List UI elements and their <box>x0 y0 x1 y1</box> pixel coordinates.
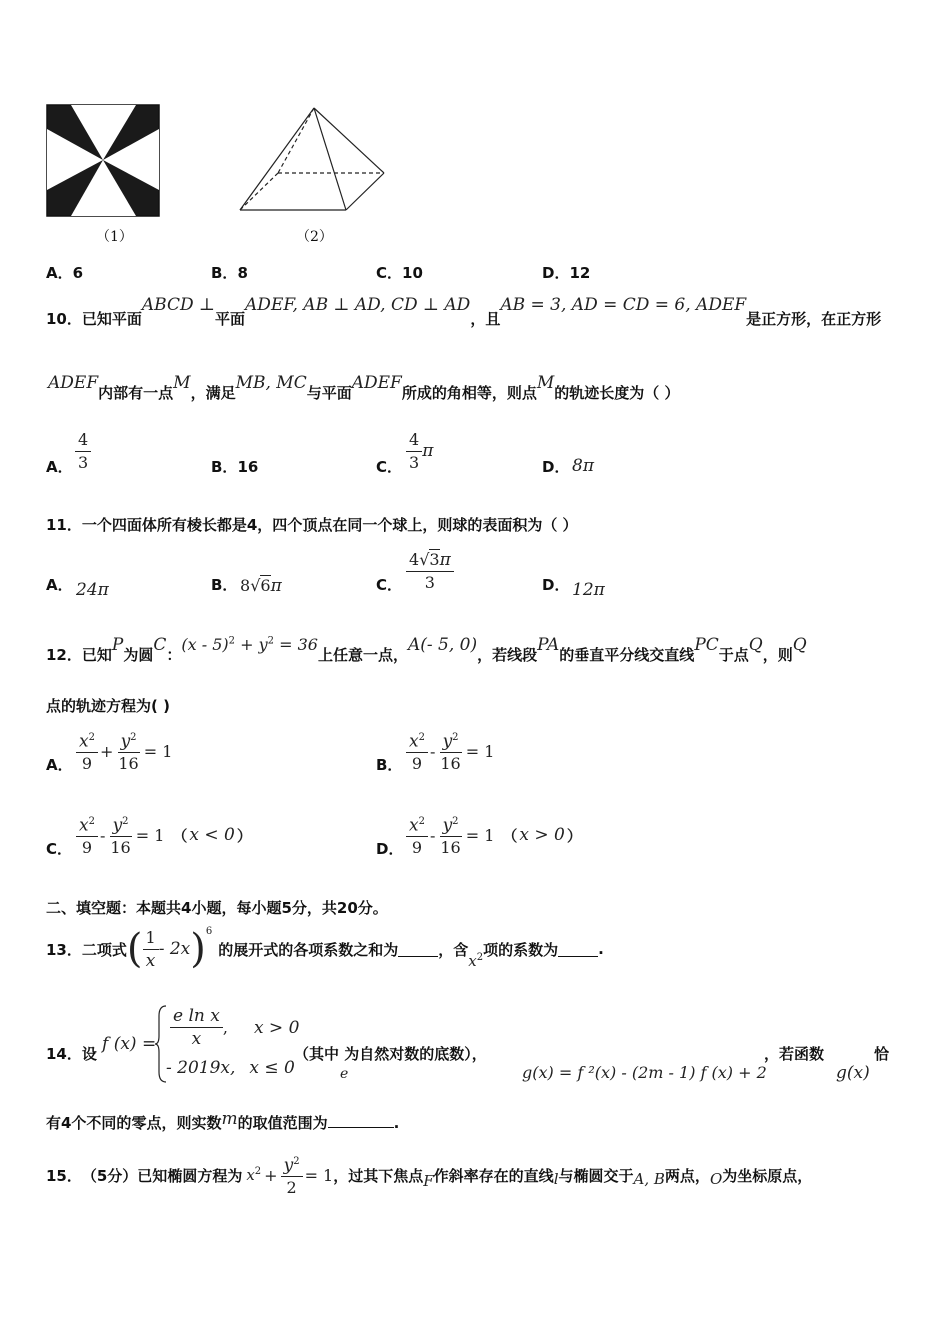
pinwheel-figure <box>46 104 162 218</box>
q14-gx-definition: g(x) = f ²(x) - (2m - 1) f (x) + 2 <box>522 1063 767 1082</box>
question-14-line-2: 有4个不同的零点，则实数m的取值范围为 . <box>46 1109 400 1132</box>
q10-option-b: B．16 <box>211 458 259 476</box>
q11-option-d-letter: D． <box>542 576 570 594</box>
q11-option-a-value: 24π <box>76 580 109 600</box>
q14-case-2: - 2019x, x ≤ 0 <box>166 1058 295 1078</box>
question-11-stem: 11．一个四面体所有棱长都是4，四个顶点在同一个球上，则球的表面积为（ ） <box>46 516 578 534</box>
pyramid-figure <box>236 104 388 216</box>
q12-option-c-expr: $\frac{x^2}{9}$ - $\frac{y^2}{16}$ = 1 （ x < 0 ） <box>76 812 252 858</box>
figure-1-caption: （1） <box>96 229 133 245</box>
q14-fx: f (x) = <box>102 1034 157 1054</box>
q10-option-d-value: 8π <box>572 456 594 476</box>
q11-option-c-fraction: $\frac{4√3\pi}{3}$ <box>406 550 454 593</box>
q11-option-c-letter: C． <box>376 576 403 594</box>
question-10-line-2: ADEF内部有一点M，满足MB, MC与平面ADEF所成的角相等，则点M的轨迹长度为（ ） <box>48 373 680 402</box>
q10-option-a-fraction: $\frac{4}{3}$ <box>75 430 91 473</box>
q11-option-d-value: 12π <box>572 580 605 600</box>
question-12-line-1: 12．已知P为圆C：$(x - 5)^2 + y^2 = 36$上任意一点，A(- 5, 0)，若线段PA的垂直平分线交直线PC于点Q，则Q <box>46 635 807 664</box>
q14-case-1: $\frac{\text{e ln x}}{x}$ , x > 0 <box>170 1006 299 1049</box>
q12-option-a-letter: A． <box>46 756 73 774</box>
section-2-heading: 二、填空题：本题共4小题，每小题5分，共20分。 <box>46 899 388 917</box>
q10-option-d-letter: D． <box>542 458 570 476</box>
q12-option-b-letter: B． <box>376 756 403 774</box>
q12-option-c-letter: C． <box>46 840 73 858</box>
question-12-line-2: 点的轨迹方程为( ) <box>46 697 170 715</box>
q12-option-b-expr: $\frac{x^2}{9}$ - $\frac{y^2}{16}$ = 1 <box>406 728 494 774</box>
question-15: 15． （5分）已知椭圆方程为 $x^2$ + $\frac{y^2}{2}$ = 1 ，过其下焦点 F 作斜率存在的直线 l 与椭圆交于 A, B 两点， O 为坐标原点， <box>46 1152 812 1198</box>
q14-e-symbol: e <box>340 1066 349 1082</box>
q14-text-2: （其中 为自然对数的底数）， <box>294 1045 487 1063</box>
figure-2-caption: （2） <box>296 229 333 245</box>
q14-number: 14．设 <box>46 1045 97 1063</box>
q9-option-a: A．6 <box>46 264 84 282</box>
q12-option-d-letter: D． <box>376 840 404 858</box>
q10-option-a-letter: A． <box>46 458 73 476</box>
q10-option-c-expr: $\frac{4}{3}$ π <box>406 430 433 473</box>
question-10-line-1: 10．已知平面ABCD ⊥平面ADEF, AB ⊥ AD, CD ⊥ AD，且AB = 3, AD = CD = 6, ADEF是正方形，在正方形 <box>46 295 882 328</box>
q11-option-a-letter: A． <box>46 576 73 594</box>
q9-option-c: C．10 <box>376 264 423 282</box>
q14-text-4: 恰 <box>874 1045 890 1063</box>
q9-option-d: D．12 <box>542 264 591 282</box>
q11-option-b-letter: B． <box>211 576 238 594</box>
q12-option-d-expr: $\frac{x^2}{9}$ - $\frac{y^2}{16}$ = 1 （ x > 0 ） <box>406 812 582 858</box>
q10-option-c-letter: C． <box>376 458 403 476</box>
question-13: 13． 二项式 ( $\frac{1}{x}$ - 2x ) 6 的展开式的各项系数之和为 ，含 $x^2$ 项的系数为 . <box>46 926 604 972</box>
q14-text-3: ，若函数 <box>764 1045 825 1063</box>
q11-option-b-expr: 8√6π <box>240 576 282 596</box>
q14-gx: g(x) <box>836 1063 870 1083</box>
q9-option-b: B．8 <box>211 264 248 282</box>
q12-option-a-expr: $\frac{x^2}{9}$ + $\frac{y^2}{16}$ = 1 <box>76 728 172 774</box>
